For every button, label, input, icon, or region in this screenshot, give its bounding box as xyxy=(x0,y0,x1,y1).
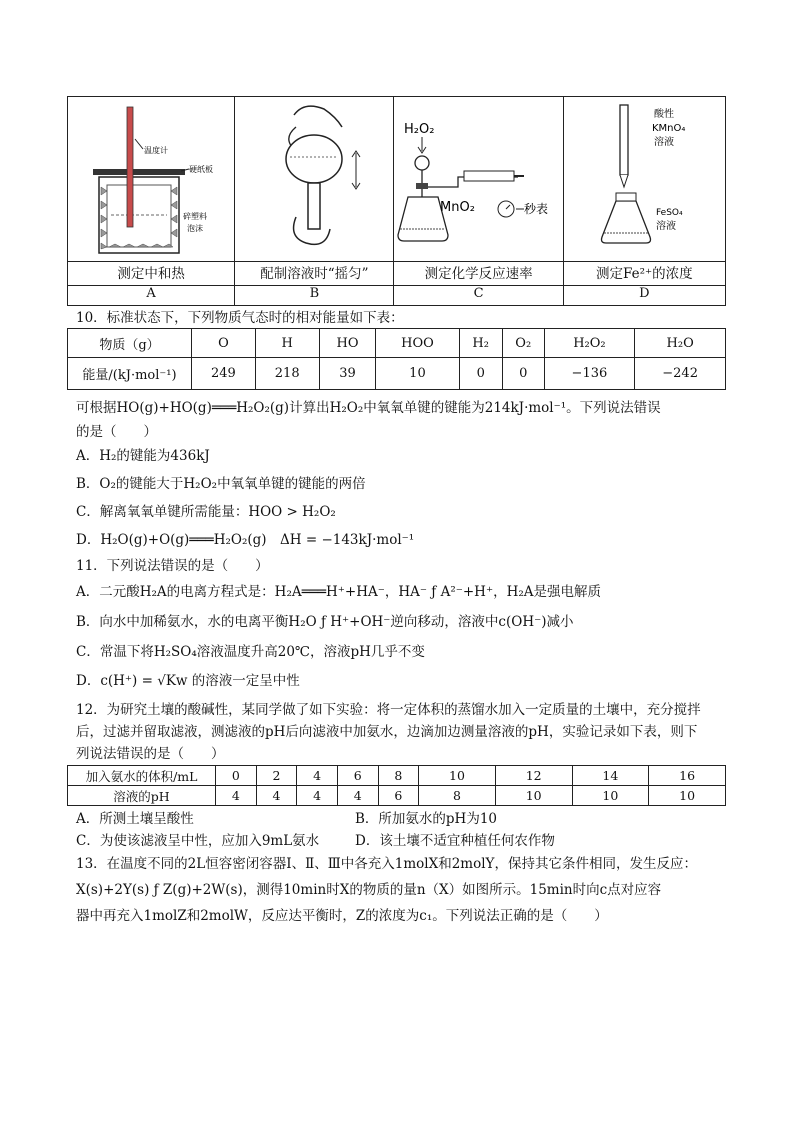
q10-header: H xyxy=(255,329,319,358)
q10-option-b: B．O₂的键能大于H₂O₂中氧氧单键的键能的两倍 xyxy=(76,476,366,492)
apparatus-d-cell xyxy=(563,97,725,262)
q12-cell: 4 xyxy=(256,786,297,806)
q12-option-c: C．为使该滤液呈中性，应加入9mL氨水 xyxy=(76,833,320,849)
q13-line2: X(s)+2Y(s) ƒ Z(g)+2W(s)，测得10min时X的物质的量n（X）如图所示。15min时向c点对应容 xyxy=(76,882,662,898)
q12-cell: 4 xyxy=(216,786,257,806)
feso4-label-1: FeSO₄ xyxy=(656,208,683,218)
q12-cell: 6 xyxy=(337,766,378,786)
q12-option-b: B．所加氨水的pH为10 xyxy=(355,811,498,827)
feso4-label-2: 溶液 xyxy=(656,221,677,232)
foam-label-1: 碎塑料 xyxy=(183,212,208,221)
q12-cell: 4 xyxy=(297,766,338,786)
volumetric-flask-figure xyxy=(236,97,392,257)
letter-b: B xyxy=(235,286,394,306)
q12-line2: 后，过滤并留取滤液，测滤液的pH后向滤液中加氨水，边滴加边测量溶液的pH，实验记录如下表，则下 xyxy=(76,724,698,740)
q12-cell: 10 xyxy=(419,766,496,786)
q10-option-c: C．解离氧氧单键所需能量：HOO > H₂O₂ xyxy=(76,504,336,520)
reaction-rate-figure xyxy=(396,97,562,257)
q12-cell: 16 xyxy=(649,766,726,786)
q12-cell: 8 xyxy=(378,766,419,786)
q12-cell: 14 xyxy=(572,766,649,786)
q10-header: 物质（g） xyxy=(68,329,192,358)
label-d: 测定Fe²⁺的浓度 xyxy=(563,262,725,286)
q10-cell: 10 xyxy=(376,358,459,390)
q10-text2: 的是（ ） xyxy=(76,424,157,440)
q11-option-d: D．c(H⁺) = √Kw 的溶液一定呈中性 xyxy=(76,673,300,689)
q12-option-d: D．该土壤不适宜种植任何农作物 xyxy=(355,833,555,849)
titration-figure xyxy=(564,97,724,257)
label-a: 测定中和热 xyxy=(68,262,235,286)
label-b: 配制溶液时“摇匀” xyxy=(235,262,394,286)
q10-header: O xyxy=(192,329,256,358)
acid-label-1: 酸性 xyxy=(654,109,675,120)
q10-header: O₂ xyxy=(502,329,544,358)
q10-header: H₂ xyxy=(459,329,502,358)
q12-row2-label: 溶液的pH xyxy=(68,786,216,806)
q10-cell: 249 xyxy=(192,358,256,390)
stopwatch-label: 秒表 xyxy=(523,202,548,216)
kmno4-label-2: 溶液 xyxy=(654,137,675,148)
q12-cell: 2 xyxy=(256,766,297,786)
q11-option-a: A．二元酸H₂A的电离方程式是：H₂A═══H⁺+HA⁻，HA⁻ ƒ A²⁻+H⁺，H₂A是强电解质 xyxy=(76,584,602,600)
cardboard-label: 硬纸板 xyxy=(189,165,214,174)
q10-row-label: 能量/(kJ·mol⁻¹) xyxy=(68,358,192,390)
q10-cell: 0 xyxy=(502,358,544,390)
calorimeter-figure xyxy=(71,97,231,257)
apparatus-a-cell xyxy=(68,97,235,262)
letter-d: D xyxy=(563,286,725,306)
q11-stem: 11．下列说法错误的是（ ） xyxy=(76,558,269,574)
apparatus-b-cell xyxy=(235,97,394,262)
q10-cell: −136 xyxy=(544,358,635,390)
apparatus-table xyxy=(67,96,726,306)
q10-cell: −242 xyxy=(635,358,726,390)
q10-header: H₂O₂ xyxy=(544,329,635,358)
letter-a: A xyxy=(68,286,235,306)
q11-option-c: C．常温下将H₂SO₄溶液温度升高20℃，溶液pH几乎不变 xyxy=(76,644,425,660)
q10-header: HOO xyxy=(376,329,459,358)
q12-cell: 0 xyxy=(216,766,257,786)
q10-option-d: D．H₂O(g)+O(g)═══H₂O₂(g) ΔH = −143kJ·mol⁻¹ xyxy=(76,532,415,548)
q13-line1: 13．在温度不同的2L恒容密闭容器Ⅰ、Ⅱ、Ⅲ中各充入1molX和2molY，保持其它条件相同，发生反应： xyxy=(76,856,697,872)
q12-cell: 4 xyxy=(297,786,338,806)
q12-line3: 列说法错误的是（ ） xyxy=(76,746,225,762)
q11-option-b: B．向水中加稀氨水，水的电离平衡H₂O ƒ H⁺+OH⁻逆向移动，溶液中c(OH⁻)减小 xyxy=(76,614,574,630)
q10-cell: 0 xyxy=(459,358,502,390)
q10-option-a: A．H₂的键能为436kJ xyxy=(76,448,210,464)
q12-cell: 10 xyxy=(572,786,649,806)
foam-label-2: 泡沫 xyxy=(187,224,204,233)
q12-cell: 6 xyxy=(378,786,419,806)
q10-cell: 39 xyxy=(319,358,376,390)
q12-cell: 10 xyxy=(495,786,572,806)
q12-cell: 10 xyxy=(649,786,726,806)
mno2-label: MnO₂ xyxy=(439,200,475,215)
q12-cell: 8 xyxy=(419,786,496,806)
q10-text1: 可根据HO(g)+HO(g)═══H₂O₂(g)计算出H₂O₂中氧氧单键的键能为214kJ·mol⁻¹。下列说法错误 xyxy=(76,400,661,416)
q12-line1: 12．为研究土壤的酸碱性，某同学做了如下实验：将一定体积的蒸馏水加入一定质量的土壤中，充分搅拌 xyxy=(76,702,701,718)
h2o2-label: H₂O₂ xyxy=(403,122,435,137)
label-c: 测定化学反应速率 xyxy=(394,262,563,286)
apparatus-c-cell xyxy=(394,97,563,262)
q10-header: H₂O xyxy=(635,329,726,358)
thermometer-label: 温度计 xyxy=(144,146,169,155)
q13-line3: 器中再充入1molZ和2molW，反应达平衡时，Z的浓度为c₁。下列说法正确的是（ ） xyxy=(76,908,608,924)
q12-row1-label: 加入氨水的体积/mL xyxy=(68,766,216,786)
q12-ph-table xyxy=(67,765,726,806)
q10-cell: 218 xyxy=(255,358,319,390)
q12-cell: 4 xyxy=(337,786,378,806)
q12-option-a: A．所测土壤呈酸性 xyxy=(76,811,194,827)
q10-header: HO xyxy=(319,329,376,358)
kmno4-label-1: KMnO₄ xyxy=(652,123,686,134)
q12-cell: 12 xyxy=(495,766,572,786)
q10-stem: 10．标准状态下，下列物质气态时的相对能量如下表： xyxy=(76,310,404,326)
letter-c: C xyxy=(394,286,563,306)
q10-energy-table xyxy=(67,328,726,390)
